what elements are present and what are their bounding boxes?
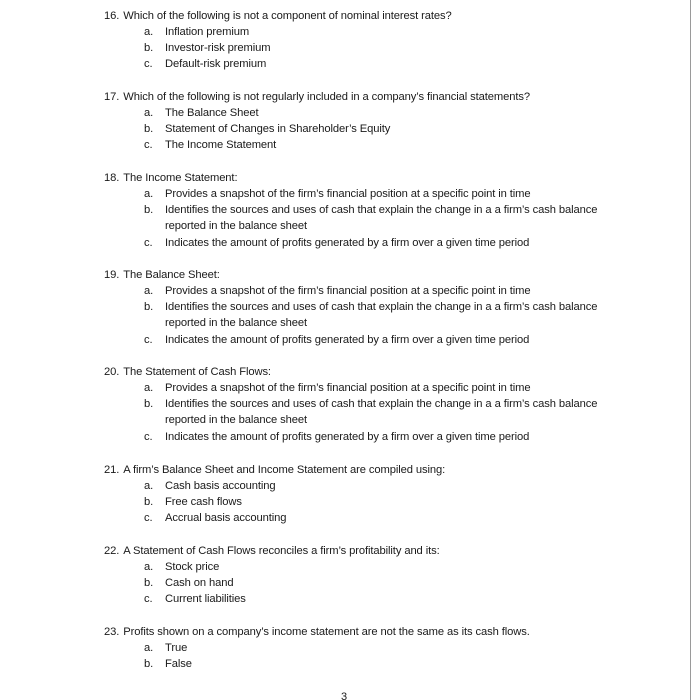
option-letter: a. (144, 26, 154, 38)
answer-option-b (144, 656, 614, 672)
answer-option-b (144, 494, 614, 510)
option-letter: b. (144, 301, 154, 313)
option-text: Identifies the sources and uses of cash that explain the change in a a firm’s cash balance reported in the balance sheet (165, 204, 598, 233)
question-number: 16. (104, 10, 120, 22)
option-letter: c. (144, 431, 153, 443)
answer-option-b (144, 299, 614, 332)
option-letter: a. (144, 480, 154, 492)
option-text: Cash basis accounting (165, 480, 276, 492)
answer-option-a (144, 380, 614, 396)
question-stem (104, 89, 530, 105)
answer-option-c (144, 591, 614, 607)
answer-option-b (144, 202, 614, 235)
question-number: 18. (104, 172, 120, 184)
answer-option-a (144, 478, 614, 494)
answer-option-b (144, 40, 614, 56)
answer-option-b (144, 575, 614, 591)
answer-option-a (144, 105, 614, 121)
option-text: True (165, 642, 188, 654)
answer-option-a (144, 24, 614, 40)
question-number: 17. (104, 91, 120, 103)
option-text: False (165, 658, 192, 670)
option-letter: c. (144, 237, 153, 249)
question-stem (104, 462, 445, 478)
option-letter: b. (144, 204, 154, 216)
question-stem (104, 364, 271, 380)
option-letter: c. (144, 512, 153, 524)
question-stem (104, 267, 220, 283)
option-text: Indicates the amount of profits generated by a firm over a given time period (165, 237, 530, 249)
option-text: Identifies the sources and uses of cash that explain the change in a a firm’s cash balance reported in the balance sheet (165, 398, 598, 427)
question-stem (104, 170, 237, 186)
question-stem (104, 543, 440, 559)
answer-option-c (144, 332, 614, 348)
question-text: A firm’s Balance Sheet and Income Statement are compiled using: (123, 464, 446, 476)
question-text: A Statement of Cash Flows reconciles a firm’s profitability and its: (123, 545, 440, 557)
option-text: Provides a snapshot of the firm’s financial position at a specific point in time (165, 382, 531, 394)
option-text: Inflation premium (165, 26, 250, 38)
option-text: Free cash flows (165, 496, 242, 508)
option-letter: a. (144, 642, 154, 654)
option-letter: a. (144, 382, 154, 394)
option-text: The Income Statement (165, 139, 277, 151)
option-letter: b. (144, 398, 154, 410)
answer-option-b (144, 396, 614, 429)
option-letter: a. (144, 285, 154, 297)
answer-option-c (144, 510, 614, 526)
option-text: Identifies the sources and uses of cash that explain the change in a a firm’s cash balance reported in the balance sheet (165, 301, 598, 330)
option-letter: c. (144, 139, 153, 151)
option-letter: c. (144, 58, 153, 70)
question-number: 21. (104, 464, 120, 476)
option-text: Default-risk premium (165, 58, 267, 70)
answer-option-b (144, 121, 614, 137)
option-letter: b. (144, 42, 154, 54)
option-letter: a. (144, 561, 154, 573)
option-letter: a. (144, 188, 154, 200)
answer-option-c (144, 235, 614, 251)
option-text: Provides a snapshot of the firm’s financial position at a specific point in time (165, 188, 531, 200)
option-text: Indicates the amount of profits generated by a firm over a given time period (165, 431, 530, 443)
answer-option-a (144, 640, 614, 656)
option-text: Current liabilities (165, 593, 246, 605)
question-text: Profits shown on a company’s income statement are not the same as its cash flows. (123, 626, 530, 638)
answer-option-c (144, 429, 614, 445)
option-letter: c. (144, 334, 153, 346)
option-letter: b. (144, 577, 154, 589)
question-text: The Income Statement: (123, 172, 238, 184)
option-letter: c. (144, 593, 153, 605)
question-stem (104, 8, 452, 24)
question-number: 23. (104, 626, 120, 638)
answer-option-a (144, 559, 614, 575)
option-text: Statement of Changes in Shareholder’s Equity (165, 123, 391, 135)
option-text: Accrual basis accounting (165, 512, 287, 524)
option-text: Cash on hand (165, 577, 234, 589)
question-text: Which of the following is not regularly included in a company’s financial statements? (123, 91, 530, 103)
answer-option-a (144, 283, 614, 299)
question-text: The Balance Sheet: (123, 269, 220, 281)
question-number: 19. (104, 269, 120, 281)
option-text: The Balance Sheet (165, 107, 259, 119)
option-letter: b. (144, 658, 154, 670)
option-letter: b. (144, 123, 154, 135)
question-number: 20. (104, 366, 120, 378)
page-number: 3 (341, 691, 348, 700)
question-text: Which of the following is not a component of nominal interest rates? (123, 10, 452, 22)
option-letter: b. (144, 496, 154, 508)
answer-option-c (144, 137, 614, 153)
option-text: Stock price (165, 561, 220, 573)
question-text: The Statement of Cash Flows: (123, 366, 271, 378)
answer-option-c (144, 56, 614, 72)
question-number: 22. (104, 545, 120, 557)
option-text: Investor-risk premium (165, 42, 271, 54)
option-text: Provides a snapshot of the firm’s financial position at a specific point in time (165, 285, 531, 297)
option-text: Indicates the amount of profits generated by a firm over a given time period (165, 334, 530, 346)
option-letter: a. (144, 107, 154, 119)
answer-option-a (144, 186, 614, 202)
question-stem (104, 624, 530, 640)
